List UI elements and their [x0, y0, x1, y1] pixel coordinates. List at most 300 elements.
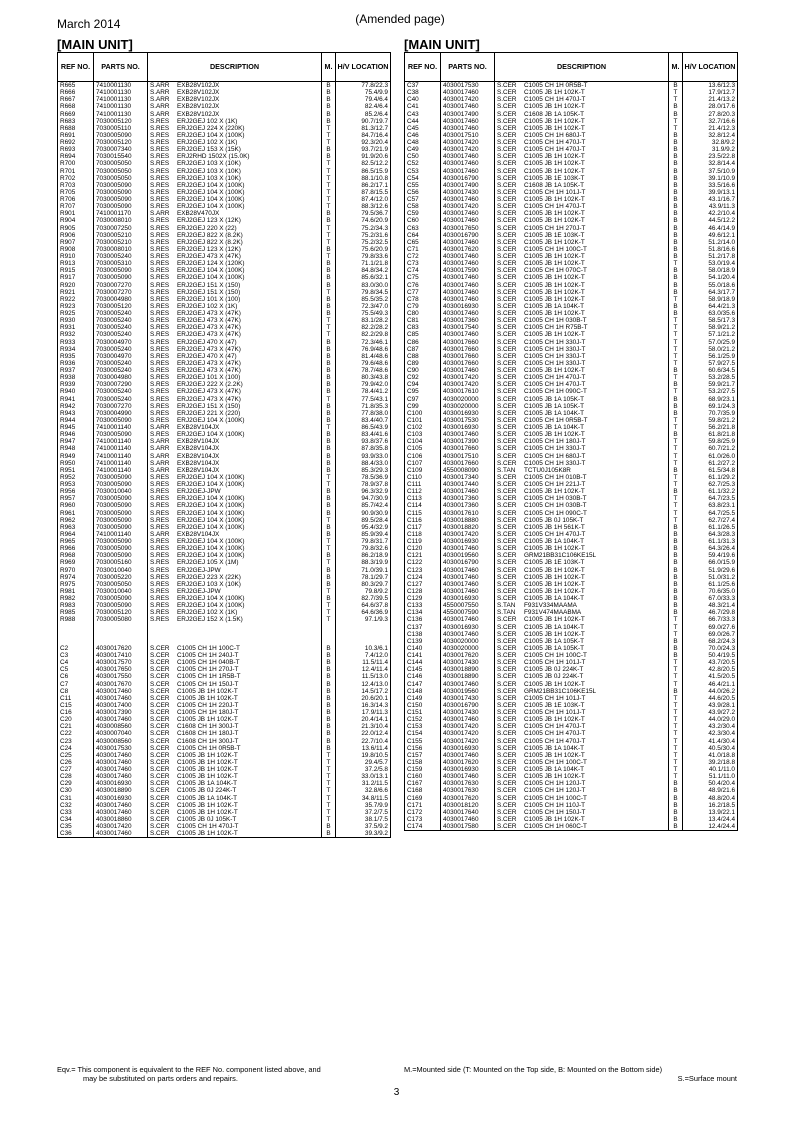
table-row [58, 317, 391, 324]
ref-no-cell-text: C106 [407, 452, 423, 460]
hv-location-cell-text: 84.8/34.2 [361, 267, 388, 275]
ref-no-cell [405, 189, 441, 196]
ref-no-cell [58, 745, 94, 752]
hv-location-cell [336, 346, 391, 353]
component-description: C1005 CH 1H 150J-T [177, 680, 239, 688]
description-cell [495, 752, 669, 759]
hv-location-cell [336, 139, 391, 146]
component-description: ERJ2GEJ 104 X (100K) [177, 502, 245, 510]
ref-no-cell-text: R941 [60, 395, 76, 403]
component-type: S.CER [497, 680, 517, 688]
mounted-side-cell-text: T [326, 324, 331, 332]
hv-location-cell [683, 823, 738, 831]
parts-no-cell-text: 4030016790 [443, 174, 479, 182]
hv-location-cell-text: 75.6/20.9 [361, 245, 388, 253]
parts-no-cell [94, 232, 148, 239]
table-row [58, 103, 391, 110]
hv-location-cell [683, 146, 738, 153]
description-cell [148, 517, 322, 524]
ref-no-cell-text: R923 [60, 302, 76, 310]
table-row [58, 210, 391, 217]
description-cell [495, 146, 669, 153]
mounted-side-cell-text: B [673, 131, 678, 139]
mounted-side-cell [322, 445, 336, 452]
description-cell [148, 410, 322, 417]
component-description: C1005 JB 1H 102K-T [177, 801, 238, 809]
description-cell [495, 168, 669, 175]
mounted-side-cell-text: T [326, 538, 331, 545]
mounted-side-cell-text: T [673, 317, 678, 325]
mounted-side-cell [669, 289, 683, 296]
mounted-side-cell-text: T [673, 766, 678, 773]
ref-no-cell [405, 766, 441, 773]
description-cell [495, 453, 669, 460]
ref-no-cell-text: R669 [60, 110, 76, 118]
table-row [58, 802, 391, 809]
hv-location-cell [683, 517, 738, 524]
component-description: C1005 CH 1H 101J-T [524, 659, 586, 667]
component-description: C1005 CH 1H 030B-T [524, 317, 587, 325]
hv-location-cell-text: 85.5/35.2 [361, 295, 388, 303]
ref-no-cell-text: C116 [407, 516, 422, 524]
parts-no-cell [94, 360, 148, 367]
ref-no-cell-text: C86 [407, 338, 419, 346]
ref-no-cell [405, 673, 441, 680]
description-cell [495, 160, 669, 167]
table-row [405, 253, 738, 260]
parts-no-cell [441, 738, 495, 745]
table-row [405, 139, 738, 146]
component-description: C1005 CH 1H 470J-T [524, 530, 586, 538]
component-description: ERJ2GEJ 822 X (8.2K) [177, 238, 243, 246]
component-description: ERJ2GEJ 104 X (100K) [177, 545, 245, 553]
hv-location-cell [336, 652, 391, 659]
mounted-side-cell-text: B [673, 431, 678, 439]
parts-no-cell [441, 160, 495, 167]
page-number: 3 [393, 1087, 400, 1098]
component-description: EXB28V102JX [177, 82, 220, 89]
mounted-side-cell-text: B [673, 103, 678, 111]
parts-no-cell-text: 4030017490 [443, 110, 479, 118]
table-row [405, 745, 738, 752]
hv-location-cell [683, 524, 738, 531]
component-type: S.RES [150, 160, 170, 168]
component-description: C1005 CH 1H 270J-T [177, 666, 239, 674]
mounted-side-cell-text: B [326, 217, 331, 225]
description-cell [495, 82, 669, 90]
table-row [405, 460, 738, 467]
hv-location-cell-text: 77.8/38.0 [361, 409, 388, 417]
mounted-side-cell-text: T [673, 502, 678, 510]
hv-location-cell-text: 58.0/21.2 [708, 345, 735, 353]
mounted-side-cell-text: B [673, 801, 678, 809]
parts-no-cell [441, 652, 495, 659]
mounted-side-cell-text: B [673, 395, 678, 403]
parts-no-cell [441, 624, 495, 631]
hv-location-cell [336, 474, 391, 481]
description-cell [495, 823, 669, 831]
hv-location-cell [683, 381, 738, 388]
table-row [58, 816, 391, 823]
parts-no-cell-text: 7030005240 [96, 253, 132, 260]
mounted-side-cell [669, 510, 683, 517]
component-description: ERJ2GEJ 473 X (47K) [177, 317, 241, 325]
hv-location-cell [683, 260, 738, 267]
component-description: ERJ2GEJ 104 X (100K) [177, 473, 245, 481]
ref-no-cell-text: R702 [60, 174, 76, 182]
hv-location-cell-text: 61.1/25.6 [708, 580, 735, 588]
description-cell [495, 681, 669, 688]
component-description: ERJ2GEJ 470 X (47) [177, 352, 237, 360]
ref-no-cell [58, 595, 94, 602]
hv-location-cell-text: 7.4/12.0 [364, 652, 388, 659]
parts-no-cell [94, 388, 148, 395]
hv-location-cell [683, 424, 738, 431]
component-type: S.ARR [150, 89, 170, 97]
component-description: GRM21BB31C106KE15L [524, 552, 597, 560]
hv-location-cell [336, 467, 391, 474]
parts-no-cell [94, 445, 148, 452]
description-cell [148, 702, 322, 709]
hv-location-cell-text: 82.4/6.4 [364, 103, 388, 111]
parts-no-cell [441, 346, 495, 353]
ref-no-cell-text: C8 [60, 687, 69, 695]
ref-no-cell [58, 381, 94, 388]
ref-no-cell-text: C128 [407, 587, 423, 595]
mounted-side-cell [322, 773, 336, 780]
hv-location-cell [683, 773, 738, 780]
ref-no-cell-text: R966 [60, 545, 76, 553]
mounted-side-cell [322, 652, 336, 659]
component-description: C1005 JB 1H 102K-T [524, 488, 585, 496]
table-row [405, 168, 738, 175]
hv-location-cell [336, 232, 391, 239]
mounted-side-cell [669, 303, 683, 310]
hv-location-cell [683, 681, 738, 688]
component-description: C1005 JB 1A 104K-T [524, 595, 585, 602]
component-description: ERJ2GEJ 104 X (100K) [177, 267, 245, 275]
parts-no-cell [94, 303, 148, 310]
component-type: S.CER [497, 274, 517, 282]
table-row [58, 531, 391, 538]
parts-no-cell [94, 460, 148, 467]
mounted-side-cell [669, 673, 683, 680]
table-row [58, 759, 391, 766]
table-row [405, 132, 738, 139]
hv-location-cell [683, 339, 738, 346]
ref-no-cell [58, 289, 94, 296]
table-row [405, 716, 738, 723]
mounted-side-cell [669, 631, 683, 638]
ref-no-cell [405, 260, 441, 267]
ref-no-cell-text: R964 [60, 530, 76, 538]
component-type: S.CER [150, 673, 170, 681]
description-cell [148, 189, 322, 196]
parts-no-cell [441, 467, 495, 474]
component-type: S.CER [497, 352, 517, 360]
hv-location-cell-text: 10.3/6.1 [364, 644, 388, 652]
ref-no-cell [58, 175, 94, 182]
description-cell [148, 574, 322, 581]
hv-location-cell-text: 88.3/12.6 [361, 203, 388, 211]
table-row [58, 695, 391, 702]
parts-no-cell-text: 7410001140 [96, 459, 132, 467]
table-row [58, 118, 391, 125]
table-row [58, 795, 391, 802]
hv-location-cell-text: 82.2/29.8 [361, 331, 388, 339]
ref-no-cell-text: R706 [60, 196, 76, 203]
hv-location-cell-text: 71.1/21.8 [361, 260, 388, 268]
description-cell [495, 274, 669, 281]
hv-location-cell-text: 88.3/19.9 [361, 559, 388, 567]
description-cell [148, 816, 322, 823]
ref-no-cell [405, 125, 441, 132]
parts-no-cell-text: 4030016930 [443, 424, 479, 431]
parts-no-cell-text: 7030005090 [96, 196, 132, 203]
mounted-side-cell-text: T [326, 238, 331, 246]
mounted-side-cell [669, 474, 683, 481]
mounted-side-cell-text: B [673, 566, 678, 574]
parts-no-cell-text: 4030017460 [443, 160, 479, 168]
hv-location-cell-text: 50.4/20.4 [708, 780, 735, 788]
mounted-side-cell [322, 296, 336, 303]
ref-no-cell [58, 303, 94, 310]
parts-no-cell [441, 267, 495, 274]
parts-no-cell-text: 4030017460 [96, 830, 132, 838]
ref-no-cell [58, 139, 94, 146]
parts-no-cell [94, 802, 148, 809]
mounted-side-cell-text: T [673, 452, 678, 460]
ref-no-cell-text: R705 [60, 188, 76, 196]
ref-no-cell-text: R985 [60, 609, 76, 617]
hv-location-cell [683, 346, 738, 353]
parts-no-cell [94, 745, 148, 752]
hv-location-cell-text: 40.5/30.4 [708, 744, 735, 752]
component-description: C1005 CH 1H 0R5B-T [524, 82, 588, 89]
description-cell [495, 381, 669, 388]
parts-no-cell [441, 168, 495, 175]
mounted-side-cell [669, 624, 683, 631]
mounted-side-cell [322, 787, 336, 794]
table-row [58, 289, 391, 296]
ref-no-cell [405, 510, 441, 517]
mounted-side-cell [322, 474, 336, 481]
table-row [58, 168, 391, 175]
component-description: C1005 JB 0J 224K-T [524, 673, 584, 681]
parts-no-cell-text: 4030017460 [96, 808, 132, 816]
parts-no-cell-text: 4030017460 [443, 153, 479, 161]
hv-location-cell [336, 531, 391, 538]
ref-no-cell-text: R921 [60, 288, 76, 296]
hv-location-cell [336, 752, 391, 759]
parts-no-cell [94, 225, 148, 232]
parts-no-cell-text: 7410001130 [96, 89, 132, 97]
hv-location-cell [683, 502, 738, 509]
mounted-side-cell [322, 189, 336, 196]
ref-no-cell-text: R935 [60, 352, 76, 360]
hv-location-cell [336, 267, 391, 274]
description-cell [148, 253, 322, 260]
table-row [405, 695, 738, 702]
description-cell [148, 310, 322, 317]
description-cell [148, 802, 322, 809]
mounted-side-cell [322, 716, 336, 723]
mounted-side-cell [322, 738, 336, 745]
table-row [58, 331, 391, 338]
ref-no-cell-text: R693 [60, 146, 76, 154]
parts-no-cell-text: 7030005240 [96, 324, 132, 332]
mounted-side-cell-text: T [326, 160, 331, 168]
mounted-side-cell-text: T [326, 473, 331, 481]
hv-location-cell [336, 538, 391, 545]
ref-no-cell-text: R930 [60, 317, 76, 325]
ref-no-cell [405, 559, 441, 566]
description-cell [148, 217, 322, 224]
ref-no-cell-text: C152 [407, 716, 423, 724]
parts-no-cell-text: 7030005090 [96, 431, 132, 439]
hv-location-cell-text: 61.1/32.2 [708, 488, 735, 496]
hv-location-cell [683, 196, 738, 203]
ref-no-cell-text: C23 [60, 737, 72, 745]
hv-location-cell-text: 58.5/17.3 [708, 317, 735, 325]
component-type: S.ARR [150, 459, 170, 467]
description-cell [148, 374, 322, 381]
hv-location-cell [683, 659, 738, 666]
mounted-side-cell [669, 111, 683, 118]
hv-location-cell-text: 37.2/7.5 [364, 808, 388, 816]
mounted-side-cell-text: T [326, 559, 331, 567]
ref-no-cell-text: C53 [407, 167, 419, 175]
hv-location-cell [683, 239, 738, 246]
component-description: C1005 CH 1H 470J-T [524, 723, 586, 731]
hv-location-cell-text: 51.2/14.0 [708, 238, 735, 246]
ref-no-cell [58, 559, 94, 566]
parts-no-cell [94, 609, 148, 616]
component-description: ERJ2GEJ 104 X (100K) [177, 509, 245, 517]
table-row [405, 438, 738, 445]
table-row [58, 510, 391, 517]
component-description: C1005 JB 1H 102K-T [524, 153, 585, 161]
component-type: S.CER [497, 637, 517, 645]
mounted-side-cell [322, 745, 336, 752]
table-row [58, 410, 391, 417]
description-cell [495, 495, 669, 502]
ref-no-cell [405, 146, 441, 153]
ref-no-cell-text: R970 [60, 566, 76, 574]
mounted-side-cell [322, 645, 336, 652]
mounted-side-cell-text: T [326, 766, 331, 773]
hv-location-cell-text: 42.3/30.4 [708, 730, 735, 738]
component-description: ERJ2GEJ 822 X (8.2K) [177, 231, 243, 239]
description-cell [495, 738, 669, 745]
table-row [405, 752, 738, 759]
description-cell [495, 595, 669, 602]
parts-no-cell-text: 4030017460 [443, 431, 479, 439]
ref-no-cell-text: C156 [407, 744, 423, 752]
table-row [58, 559, 391, 566]
table-row [405, 552, 738, 559]
hv-location-cell-text: 33.0/13.1 [361, 773, 388, 781]
parts-no-cell-text: 4030016930 [96, 780, 132, 788]
table-row [58, 403, 391, 410]
component-type: S.CER [497, 196, 517, 203]
component-type: S.CER [497, 317, 517, 325]
component-description: ERJ2GEJ 104 X (100K) [177, 595, 245, 602]
hv-location-cell [683, 438, 738, 445]
mounted-side-cell-text: T [326, 516, 331, 524]
description-cell [148, 417, 322, 424]
mounted-side-cell [322, 816, 336, 823]
parts-no-cell [441, 802, 495, 809]
description-cell [495, 624, 669, 631]
description-cell [495, 217, 669, 224]
component-description: ERJ2GEJ 223 X (22K) [177, 573, 241, 581]
ref-no-cell [58, 232, 94, 239]
mounted-side-cell [669, 502, 683, 509]
parts-no-cell-text: 4030017660 [443, 359, 479, 367]
component-type: S.CER [497, 267, 517, 275]
component-description: C1005 JB 1A 104K-T [524, 538, 585, 545]
hv-location-cell-text: 43.9/27.2 [708, 709, 735, 716]
component-type: S.RES [150, 267, 170, 275]
ref-no-cell-text: C151 [407, 709, 423, 716]
mounted-side-cell [322, 666, 336, 673]
table-row [58, 253, 391, 260]
mounted-side-cell-text: B [326, 716, 331, 724]
parts-no-cell-text: 7410001130 [96, 96, 132, 104]
table-row [58, 203, 391, 210]
hv-location-cell [683, 96, 738, 103]
hv-location-cell-text: 43.1/16.7 [708, 196, 735, 203]
hv-location-cell-text: 86.2/17.1 [361, 181, 388, 189]
mounted-side-cell-text: B [673, 381, 678, 389]
ref-no-cell [405, 253, 441, 260]
hv-location-cell [683, 324, 738, 331]
ref-no-cell [58, 431, 94, 438]
component-type: S.CER [497, 623, 517, 631]
ref-no-cell [58, 445, 94, 452]
parts-no-cell-text: 4030017430 [443, 188, 479, 196]
table-row [58, 602, 391, 609]
component-type: S.RES [150, 345, 170, 353]
ref-no-cell [58, 296, 94, 303]
parts-no-cell-text: 7030005050 [96, 167, 132, 175]
parts-no-cell [441, 374, 495, 381]
ref-no-cell [405, 460, 441, 467]
ref-no-cell-text: R688 [60, 124, 76, 132]
ref-no-cell-text: C22 [60, 730, 72, 738]
hv-location-cell-text: 59.9/21.7 [708, 381, 735, 389]
mounted-side-cell [322, 481, 336, 488]
parts-no-cell [94, 168, 148, 175]
component-description: ERJ2GEJ 104 X (100K) [177, 538, 245, 545]
table-row [58, 310, 391, 317]
component-type: S.CER [497, 416, 517, 424]
mounted-side-cell-text: B [326, 730, 331, 738]
ref-no-cell-text: R925 [60, 310, 76, 317]
ref-no-cell-text: C134 [407, 609, 423, 617]
component-description: C1005 CH 1H 100C-T [524, 794, 587, 802]
mounted-side-cell-text: B [326, 103, 331, 111]
component-type: S.CER [497, 552, 517, 560]
description-cell [148, 481, 322, 488]
ref-no-cell-text: C63 [407, 224, 419, 232]
ref-no-cell-text: R707 [60, 203, 76, 211]
hv-location-cell-text: 53.2/27.5 [708, 388, 735, 396]
col-parts-no: PARTS NO. [441, 53, 495, 82]
description-cell [495, 787, 669, 794]
description-cell [148, 795, 322, 802]
